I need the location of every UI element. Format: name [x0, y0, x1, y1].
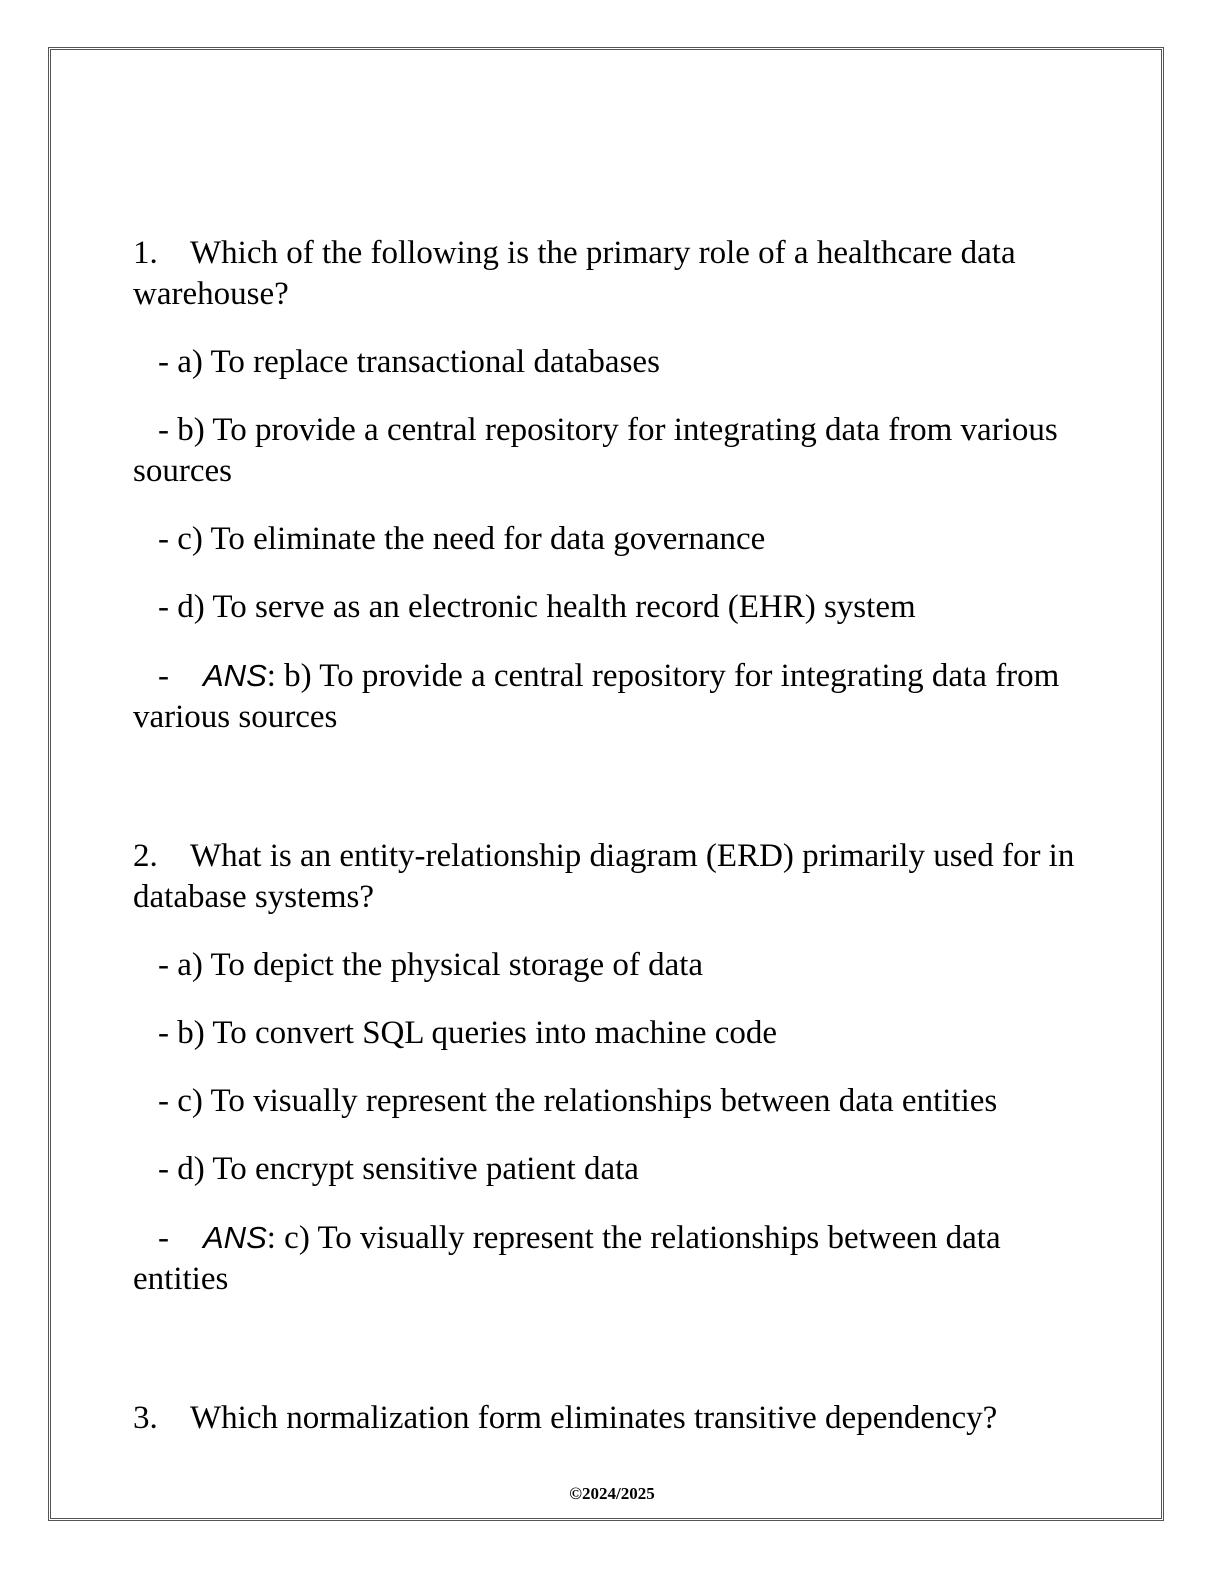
question-text [133, 1398, 1093, 1439]
answer-label: ANS [203, 1220, 267, 1255]
answer-label: ANS [203, 658, 267, 693]
answer-option-c: - c) To eliminate the need for data governance [158, 521, 766, 557]
answer-line [133, 655, 1093, 738]
question-block-3 [133, 1398, 1093, 1439]
answer-option-d: - d) To encrypt sensitive patient data [158, 1151, 639, 1187]
answer-text: : b) To provide a central repository for integrating data from various sources [133, 658, 1060, 735]
answer-dash: - [158, 658, 169, 694]
question-prompt: What is an entity-relationship diagram (ERD) primarily used for in database systems? [133, 838, 1075, 915]
document-body [133, 233, 1093, 1439]
answer-option-b: - b) To provide a central repository for integrating data from various sources [133, 412, 1058, 489]
question-number: 1. [133, 235, 158, 271]
question-number: 3. [133, 1400, 158, 1436]
answer-option-a: - a) To depict the physical storage of data [158, 947, 704, 983]
question-text [133, 836, 1093, 918]
question-prompt: Which of the following is the primary role of a healthcare data warehouse? [133, 235, 1016, 312]
answer-option-c: - c) To visually represent the relationships between data entities [158, 1083, 998, 1119]
question-prompt: Which normalization form eliminates transitive dependency? [190, 1400, 998, 1436]
answer-text: : c) To visually represent the relationships between data entities [133, 1220, 1001, 1297]
answer-option-d: - d) To serve as an electronic health record (EHR) system [158, 589, 916, 625]
answer-option-b: - b) To convert SQL queries into machine code [158, 1015, 778, 1051]
question-block-2 [133, 836, 1093, 1300]
answer-line [133, 1217, 1093, 1300]
answer-option-a: - a) To replace transactional databases [158, 344, 660, 380]
answer-dash: - [158, 1220, 169, 1256]
copyright-footer: ©2024/2025 [569, 1484, 655, 1503]
question-number: 2. [133, 838, 158, 874]
question-text [133, 233, 1093, 315]
question-block-1 [133, 233, 1093, 738]
